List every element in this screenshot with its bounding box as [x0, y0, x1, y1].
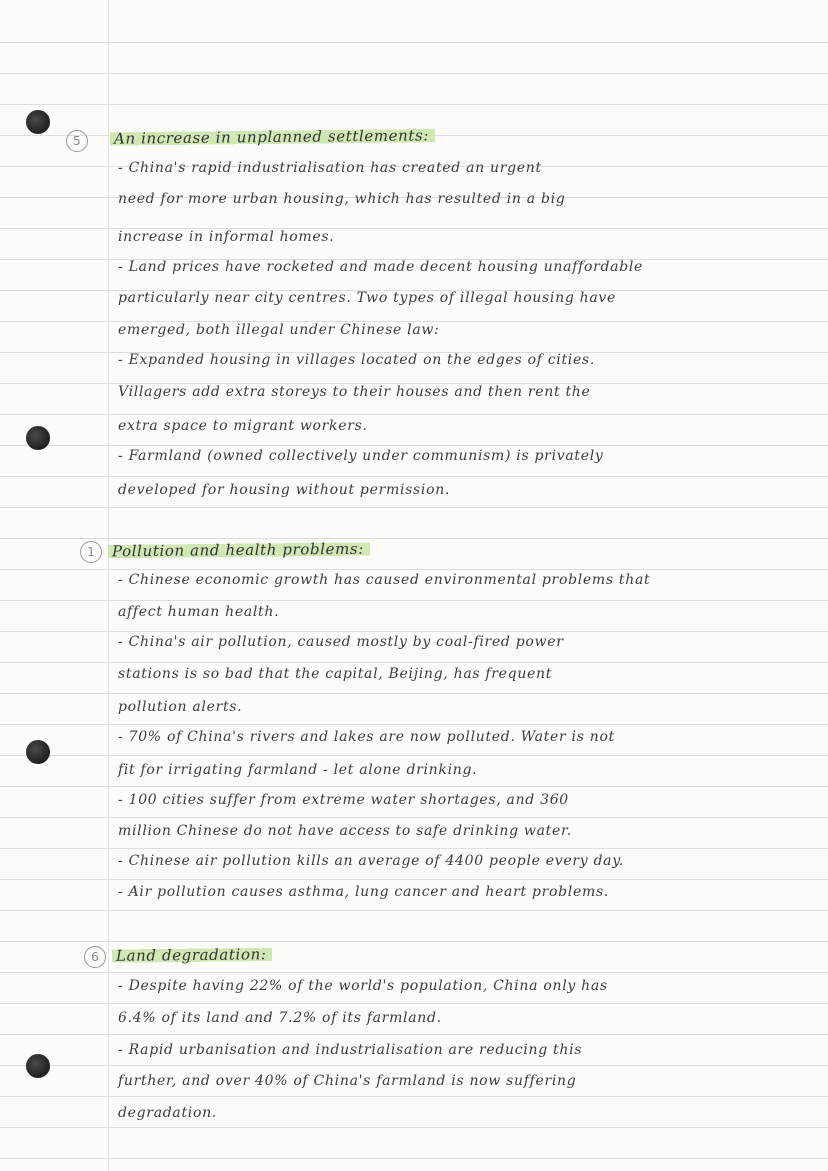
section-heading: Land degradation:: [112, 945, 273, 965]
text-line: extra space to migrant workers.: [118, 418, 368, 434]
text-line: - Rapid urbanisation and industrialisation are reducing this: [118, 1042, 583, 1058]
punch-hole: [26, 1054, 50, 1078]
punch-hole: [26, 740, 50, 764]
text-line: degradation.: [118, 1105, 217, 1121]
text-line: - Land prices have rocketed and made decent housing unaffordable: [118, 259, 644, 275]
text-line: - 70% of China's rivers and lakes are now polluted. Water is not: [118, 729, 615, 745]
section-number: 6: [84, 946, 106, 968]
punch-hole: [26, 110, 50, 134]
text-line: fit for irrigating farmland - let alone drinking.: [118, 762, 478, 778]
text-line: stations is so bad that the capital, Beijing, has frequent: [118, 666, 553, 682]
text-line: - Chinese economic growth has caused environmental problems that: [118, 572, 651, 588]
text-line: - Despite having 22% of the world's population, China only has: [118, 978, 608, 994]
text-line: developed for housing without permission.: [118, 482, 451, 498]
text-line: emerged, both illegal under Chinese law:: [118, 322, 440, 338]
text-line: need for more urban housing, which has resulted in a big: [118, 191, 566, 207]
text-line: - China's air pollution, caused mostly by coal-fired power: [118, 634, 564, 650]
text-line: - China's rapid industrialisation has created an urgent: [118, 160, 542, 176]
text-line: particularly near city centres. Two types of illegal housing have: [118, 290, 616, 306]
section-number: 5: [66, 130, 88, 152]
text-line: - 100 cities suffer from extreme water shortages, and 360: [118, 792, 569, 808]
text-line: - Chinese air pollution kills an average of 4400 people every day.: [118, 853, 625, 869]
text-line: further, and over 40% of China's farmland is now suffering: [118, 1073, 577, 1089]
text-line: Villagers add extra storeys to their houses and then rent the: [118, 384, 591, 400]
text-line: 6.4% of its land and 7.2% of its farmland.: [118, 1010, 442, 1026]
section-heading: Pollution and health problems:: [108, 540, 370, 561]
punch-hole: [26, 426, 50, 450]
text-line: - Air pollution causes asthma, lung cancer and heart problems.: [118, 884, 609, 900]
text-line: - Farmland (owned collectively under communism) is privately: [118, 448, 604, 464]
text-line: - Expanded housing in villages located on the edges of cities.: [118, 352, 595, 368]
text-line: pollution alerts.: [118, 699, 243, 715]
text-line: million Chinese do not have access to safe drinking water.: [118, 823, 572, 839]
text-line: increase in informal homes.: [118, 229, 335, 245]
margin-line: [108, 0, 109, 1171]
section-number: 1: [80, 541, 102, 563]
text-line: affect human health.: [118, 604, 280, 620]
section-heading: An increase in unplanned settlements:: [110, 126, 435, 147]
